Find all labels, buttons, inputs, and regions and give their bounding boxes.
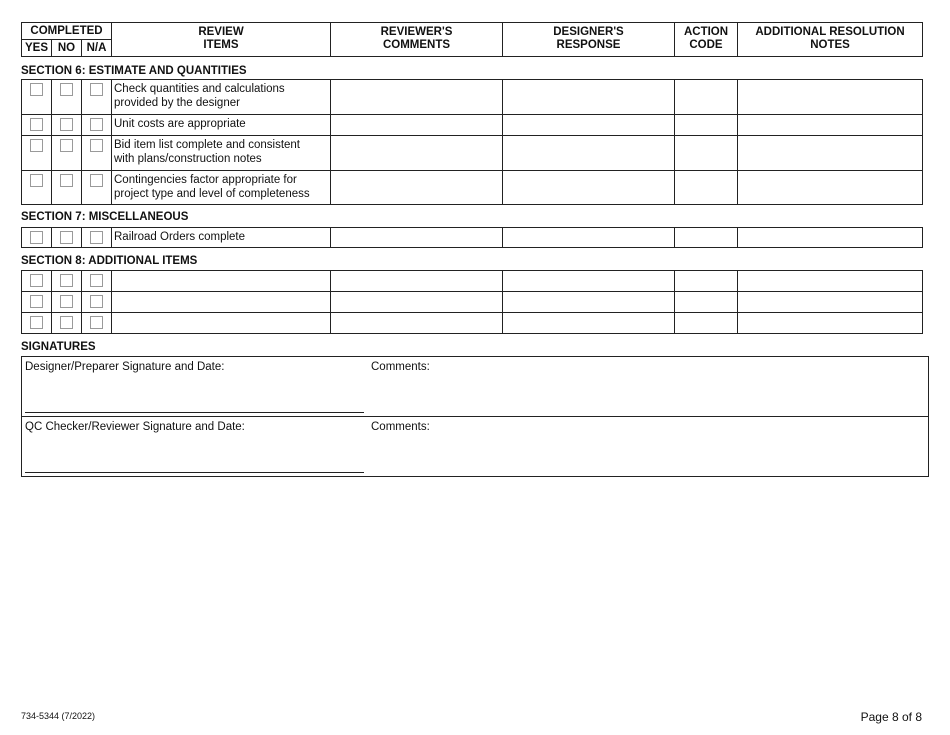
- designers-response-cell[interactable]: [503, 313, 675, 334]
- additional-notes-cell[interactable]: [738, 115, 923, 136]
- review-item-cell[interactable]: [112, 271, 331, 292]
- review-item-text: Bid item list complete and consistent with plans/construction notes: [112, 136, 331, 171]
- reviewers-comments-header: REVIEWER'S COMMENTS: [331, 23, 503, 57]
- designers-response-cell[interactable]: [503, 115, 675, 136]
- no-checkbox[interactable]: [60, 295, 73, 308]
- review-item-text: Contingencies factor appropriate for project type and level of completeness: [112, 171, 331, 205]
- yes-checkbox[interactable]: [30, 295, 43, 308]
- no-header: NO: [52, 40, 82, 57]
- no-checkbox[interactable]: [60, 174, 73, 187]
- designers-response-header: DESIGNER'S RESPONSE: [503, 23, 675, 57]
- designer-signature-line[interactable]: [25, 412, 364, 413]
- review-items-header: REVIEW ITEMS: [112, 23, 331, 57]
- na-checkbox[interactable]: [90, 139, 103, 152]
- table-row: [22, 292, 923, 313]
- no-checkbox[interactable]: [60, 139, 73, 152]
- checker-comments-label: Comments:: [371, 421, 430, 433]
- section-8-table: [21, 270, 923, 334]
- yes-checkbox[interactable]: [30, 274, 43, 287]
- yes-checkbox[interactable]: [30, 83, 43, 96]
- yes-checkbox[interactable]: [30, 139, 43, 152]
- na-checkbox[interactable]: [90, 118, 103, 131]
- additional-notes-cell[interactable]: [738, 313, 923, 334]
- yes-checkbox[interactable]: [30, 231, 43, 244]
- additional-notes-cell[interactable]: [738, 136, 923, 171]
- na-checkbox[interactable]: [90, 274, 103, 287]
- action-code-cell[interactable]: [675, 313, 738, 334]
- table-row: [22, 171, 923, 205]
- additional-notes-header: ADDITIONAL RESOLUTION NOTES: [738, 23, 923, 57]
- section-7-title: SECTION 7: MISCELLANEOUS: [21, 211, 189, 223]
- na-checkbox[interactable]: [90, 83, 103, 96]
- no-checkbox[interactable]: [60, 118, 73, 131]
- designers-response-cell[interactable]: [503, 171, 675, 205]
- signatures-title: SIGNATURES: [21, 341, 96, 353]
- page-number: Page 8 of 8: [860, 710, 922, 724]
- checker-signature-box: [21, 416, 929, 477]
- designers-response-cell[interactable]: [503, 136, 675, 171]
- designers-response-cell[interactable]: [503, 292, 675, 313]
- yes-checkbox[interactable]: [30, 174, 43, 187]
- reviewers-comments-cell[interactable]: [331, 136, 503, 171]
- no-checkbox[interactable]: [60, 316, 73, 329]
- action-code-header: ACTION CODE: [675, 23, 738, 57]
- no-checkbox[interactable]: [60, 274, 73, 287]
- additional-notes-cell[interactable]: [738, 271, 923, 292]
- na-checkbox[interactable]: [90, 231, 103, 244]
- designers-response-cell[interactable]: [503, 228, 675, 248]
- designers-response-cell[interactable]: [503, 80, 675, 115]
- designer-comments-label: Comments:: [371, 361, 430, 373]
- reviewers-comments-cell[interactable]: [331, 80, 503, 115]
- na-checkbox[interactable]: [90, 295, 103, 308]
- yes-header: YES: [22, 40, 52, 57]
- action-code-cell[interactable]: [675, 80, 738, 115]
- review-item-text: Railroad Orders complete: [112, 228, 331, 248]
- designer-signature-label: Designer/Preparer Signature and Date:: [25, 361, 225, 373]
- na-checkbox[interactable]: [90, 316, 103, 329]
- header-table: [21, 22, 923, 57]
- action-code-cell[interactable]: [675, 171, 738, 205]
- no-checkbox[interactable]: [60, 83, 73, 96]
- review-item-text: Unit costs are appropriate: [112, 115, 331, 136]
- completed-header: COMPLETED: [22, 23, 112, 40]
- yes-checkbox[interactable]: [30, 316, 43, 329]
- table-row: [22, 136, 923, 171]
- review-item-cell[interactable]: [112, 313, 331, 334]
- table-row: [22, 271, 923, 292]
- additional-notes-cell[interactable]: [738, 80, 923, 115]
- action-code-cell[interactable]: [675, 115, 738, 136]
- checker-signature-label: QC Checker/Reviewer Signature and Date:: [25, 421, 245, 433]
- table-row: [22, 228, 923, 248]
- section-6-table: [21, 79, 923, 205]
- section-6-title: SECTION 6: ESTIMATE AND QUANTITIES: [21, 65, 247, 77]
- na-header: N/A: [82, 40, 112, 57]
- action-code-cell[interactable]: [675, 228, 738, 248]
- action-code-cell[interactable]: [675, 136, 738, 171]
- no-checkbox[interactable]: [60, 231, 73, 244]
- na-checkbox[interactable]: [90, 174, 103, 187]
- review-item-cell[interactable]: [112, 292, 331, 313]
- section-7-table: [21, 227, 923, 248]
- action-code-cell[interactable]: [675, 271, 738, 292]
- reviewers-comments-cell[interactable]: [331, 271, 503, 292]
- form-number: 734-5344 (7/2022): [21, 711, 96, 721]
- section-8-title: SECTION 8: ADDITIONAL ITEMS: [21, 255, 198, 267]
- reviewers-comments-cell[interactable]: [331, 171, 503, 205]
- additional-notes-cell[interactable]: [738, 171, 923, 205]
- table-row: [22, 313, 923, 334]
- table-row: [22, 80, 923, 115]
- designer-signature-box: [21, 356, 929, 417]
- reviewers-comments-cell[interactable]: [331, 292, 503, 313]
- reviewers-comments-cell[interactable]: [331, 228, 503, 248]
- checker-signature-line[interactable]: [25, 472, 364, 473]
- reviewers-comments-cell[interactable]: [331, 313, 503, 334]
- table-row: [22, 115, 923, 136]
- reviewers-comments-cell[interactable]: [331, 115, 503, 136]
- designers-response-cell[interactable]: [503, 271, 675, 292]
- action-code-cell[interactable]: [675, 292, 738, 313]
- yes-checkbox[interactable]: [30, 118, 43, 131]
- additional-notes-cell[interactable]: [738, 292, 923, 313]
- review-item-text: Check quantities and calculations provided by the designer: [112, 80, 331, 115]
- additional-notes-cell[interactable]: [738, 228, 923, 248]
